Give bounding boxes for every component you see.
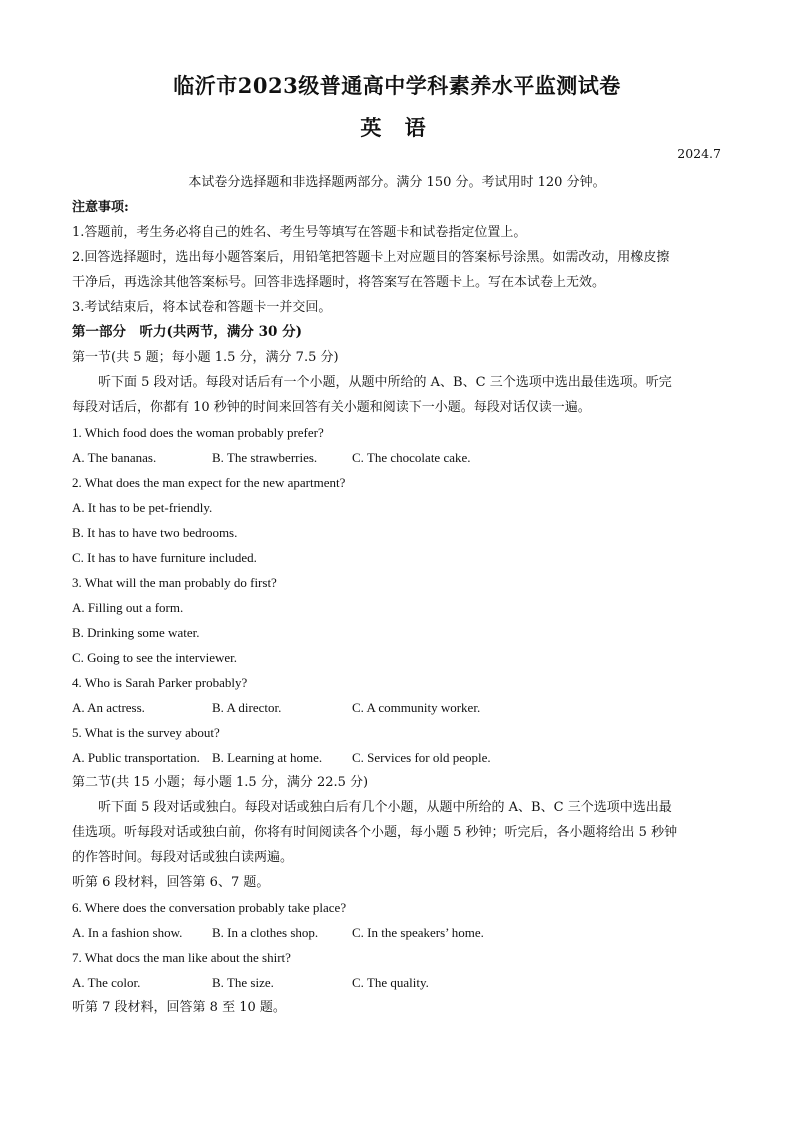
option-b: B. A director. xyxy=(212,700,282,715)
material-6-heading: 听第 6 段材料，回答第 6、7 题。 xyxy=(72,875,270,890)
question-7: 7. What docs the man like about the shirt? xyxy=(72,950,291,965)
option-a: A. The bananas. xyxy=(72,450,157,465)
option-b: B. Learning at home. xyxy=(212,750,323,765)
exam-date: 2024.7 xyxy=(677,146,721,161)
note-item: 3.考试结束后，将本试卷和答题卡一并交回。 xyxy=(72,300,332,315)
question-4: 4. Who is Sarah Parker probably? xyxy=(72,675,248,690)
note-item: 干净后，再选涂其他答案标号。回答非选择题时，将答案写在答题卡上。写在本试卷上无效。 xyxy=(72,275,606,290)
question-5: 5. What is the survey about? xyxy=(72,725,220,740)
option-b: B. The strawberries. xyxy=(212,450,318,465)
part1-title: 第一部分 听力(共两节，满分 30 分) xyxy=(72,324,302,340)
option-c: C. In the speakers’ home. xyxy=(352,925,484,940)
option-a: A. The color. xyxy=(72,975,141,990)
option-b: B. The size. xyxy=(212,975,274,990)
question-5-options xyxy=(72,745,722,770)
question-2: 2. What does the man expect for the new apartment? xyxy=(72,475,346,490)
question-4-options xyxy=(72,695,722,720)
question-1: 1. Which food does the woman probably prefer? xyxy=(72,425,324,440)
option-c: C. The chocolate cake. xyxy=(352,450,471,465)
notes-title: 注意事项: xyxy=(72,200,129,215)
exam-content xyxy=(72,170,722,1020)
option-c: C. It has to have furniture included. xyxy=(72,550,257,565)
material-7-heading: 听第 7 段材料，回答第 8 至 10 题。 xyxy=(72,1000,286,1015)
option-a: A. In a fashion show. xyxy=(72,925,183,940)
question-1-options xyxy=(72,445,722,470)
question-6: 6. Where does the conversation probably take place? xyxy=(72,900,347,915)
option-c: C. Services for old people. xyxy=(352,750,491,765)
option-a: A. It has to be pet-friendly. xyxy=(72,500,213,515)
question-7-options xyxy=(72,970,722,995)
option-b: B. It has to have two bedrooms. xyxy=(72,525,238,540)
question-3: 3. What will the man probably do first? xyxy=(72,575,277,590)
option-c: C. Going to see the interviewer. xyxy=(72,650,237,665)
question-6-options xyxy=(72,920,722,945)
option-b: B. In a clothes shop. xyxy=(212,925,319,940)
option-a: A. An actress. xyxy=(72,700,145,715)
note-item: 1.答题前，考生务必将自己的姓名、考生号等填写在答题卡和试卷指定位置上。 xyxy=(72,225,527,240)
section1-instructions: 听下面 5 段对话。每段对话后有一个小题，从题中所给的 A、B、C 三个选项中选出最佳选项。听完 xyxy=(98,375,672,390)
option-b: B. Drinking some water. xyxy=(72,625,200,640)
option-c: C. A community worker. xyxy=(352,700,481,715)
section1-title: 第一节(共 5 题；每小题 1.5 分，满分 7.5 分) xyxy=(72,350,339,365)
note-item: 2.回答选择题时，选出每小题答案后，用铅笔把答题卡上对应题目的答案标号涂黑。如需改动，用橡皮擦 xyxy=(72,250,670,265)
section1-instructions: 每段对话后，你都有 10 秒钟的时间来回答有关小题和阅读下一小题。每段对话仅读一遍。 xyxy=(72,400,591,415)
option-a: A. Public transportation. xyxy=(72,750,200,765)
section2-title: 第二节(共 15 小题；每小题 1.5 分，满分 22.5 分) xyxy=(72,775,369,790)
section2-instructions: 佳选项。听每段对话或独白前，你将有时间阅读各个小题，每小题 5 秒钟；听完后，各小题将给出 5 秒钟 xyxy=(72,825,678,840)
exam-intro: 本试卷分选择题和非选择题两部分。满分 150 分。考试用时 120 分钟。 xyxy=(188,175,606,190)
exam-subject: 英 语 xyxy=(360,115,434,140)
option-a: A. Filling out a form. xyxy=(72,600,184,615)
option-c: C. The quality. xyxy=(352,975,429,990)
exam-title: 临沂市2023级普通高中学科素养水平监测试卷 xyxy=(173,73,621,98)
section2-instructions: 的作答时间。每段对话或独白读两遍。 xyxy=(72,850,294,865)
section2-instructions: 听下面 5 段对话或独白。每段对话或独白后有几个小题，从题中所给的 A、B、C 三个选项中选出最 xyxy=(98,800,672,815)
